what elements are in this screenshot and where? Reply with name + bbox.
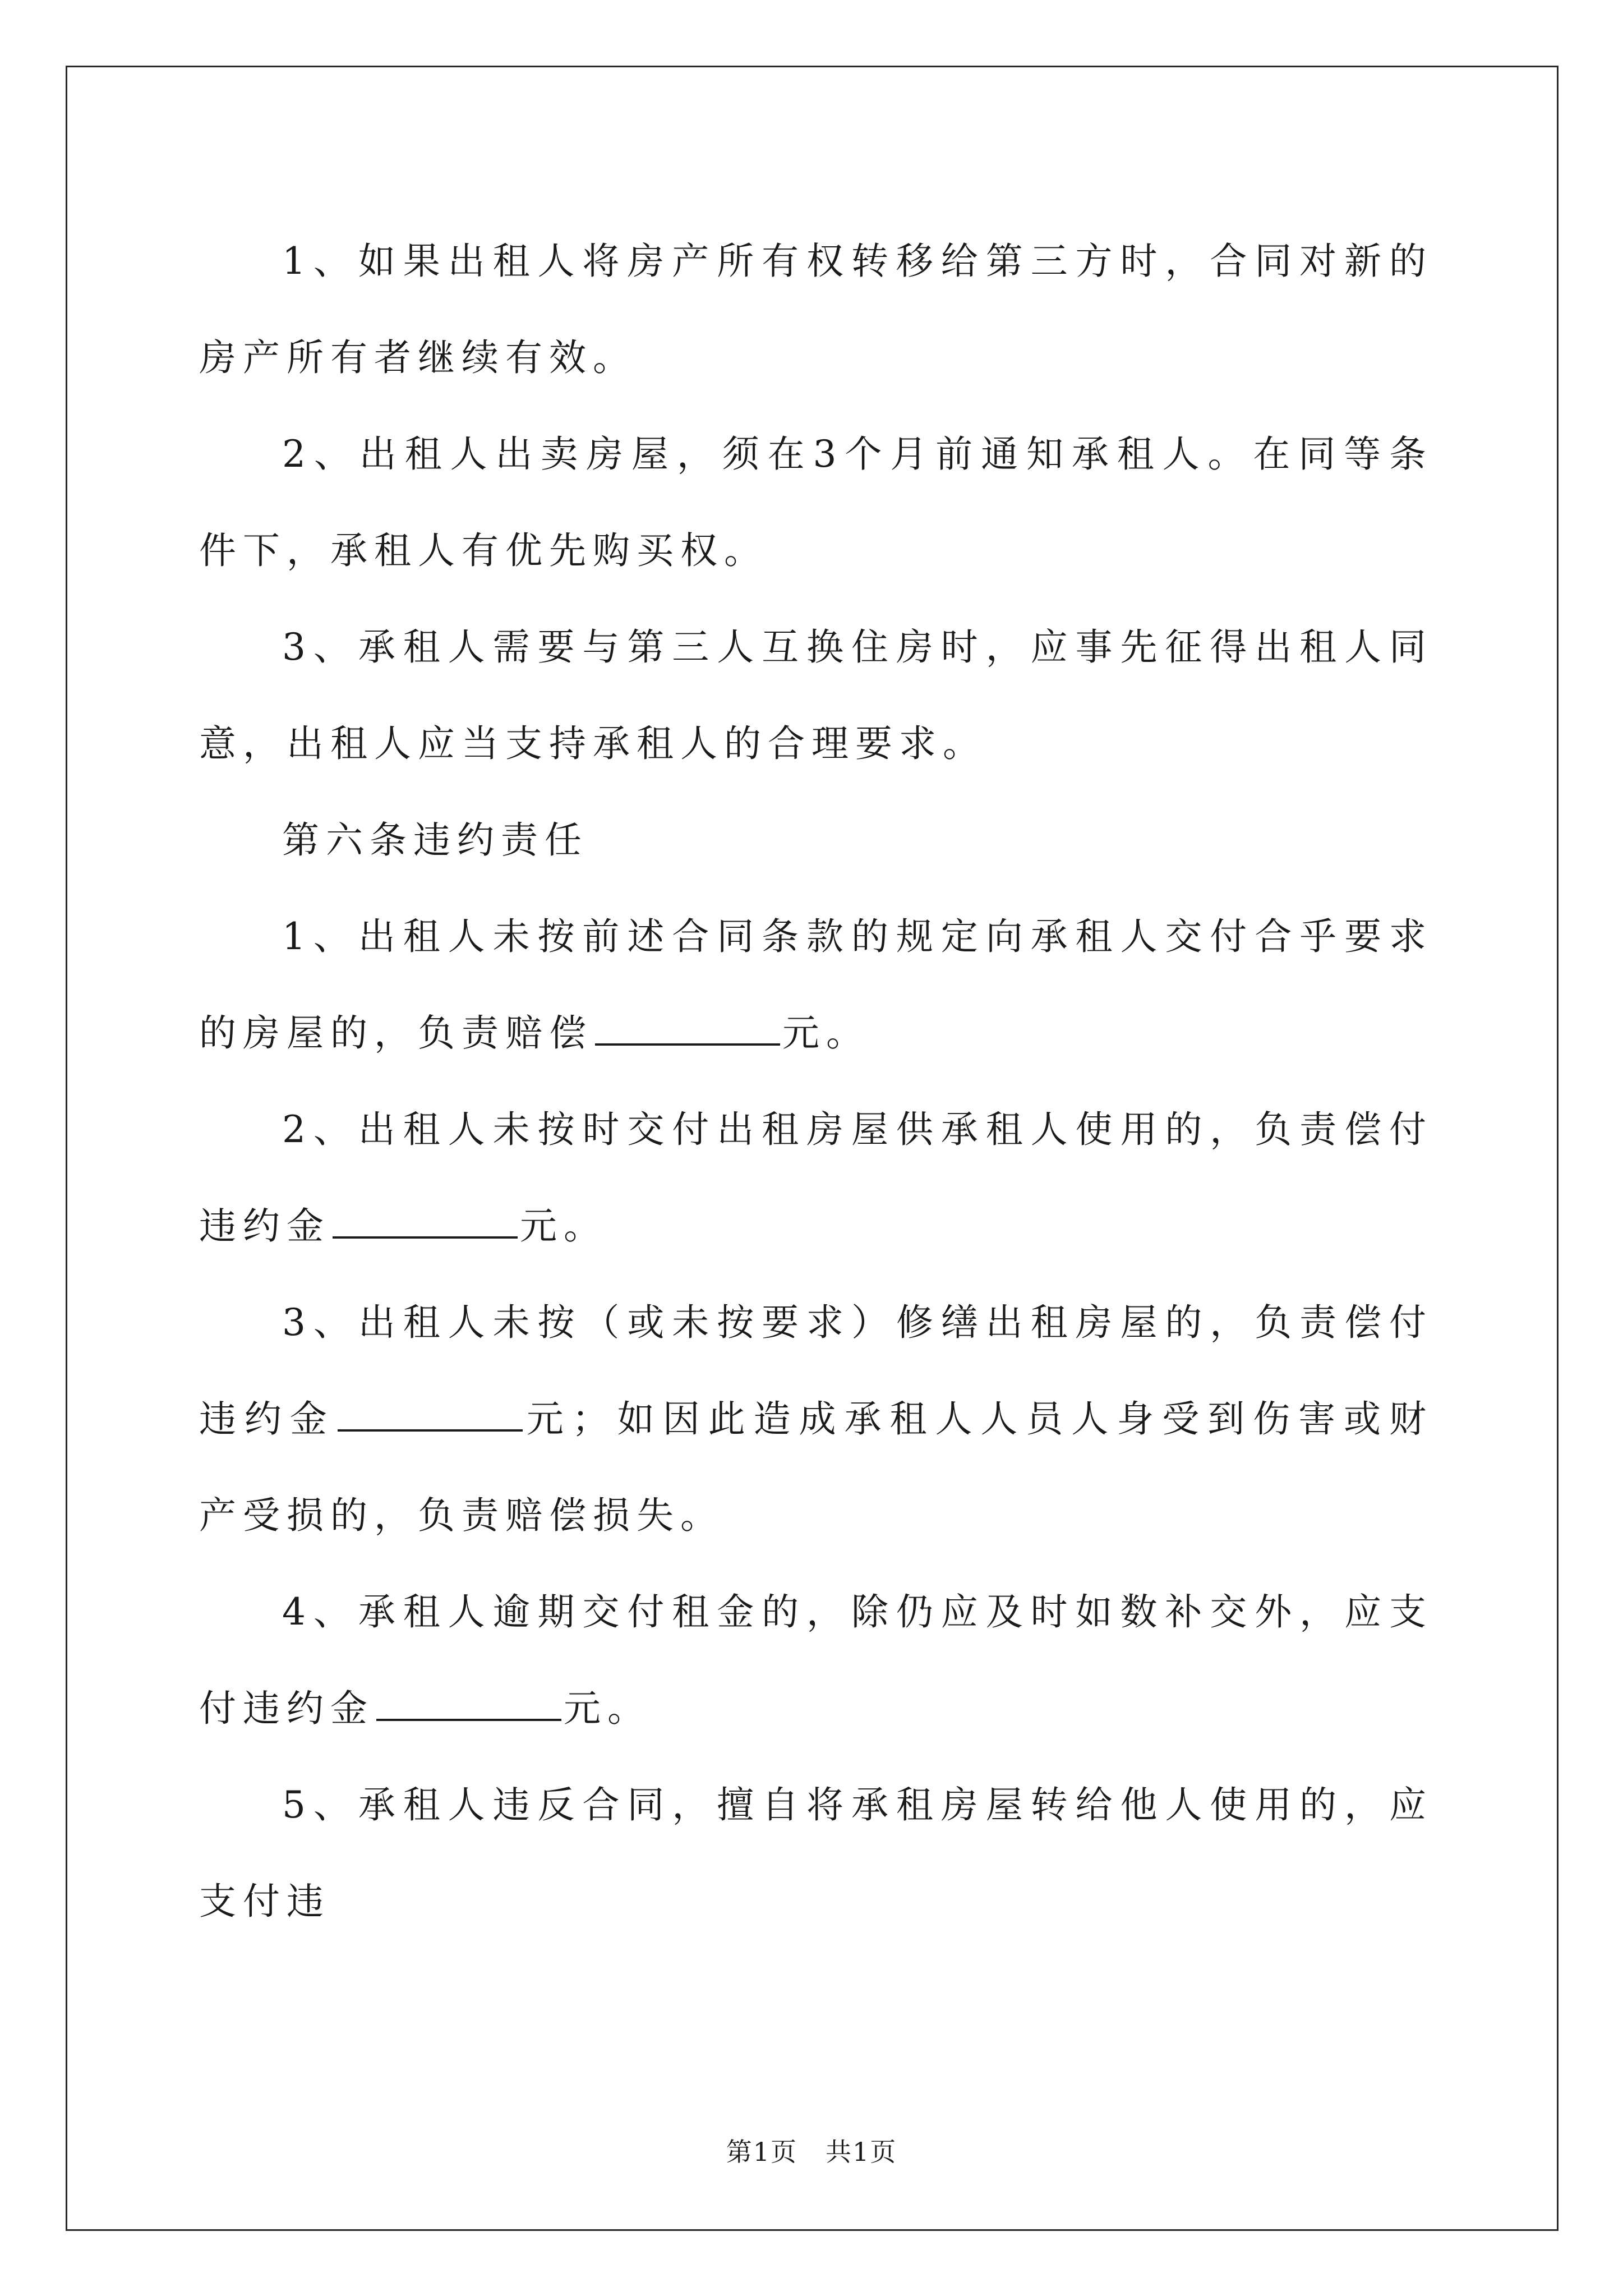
section-heading: 第六条违约责任	[282, 818, 588, 862]
paragraph-7	[199, 1564, 1433, 1757]
paragraph-7-text-after: 元。	[564, 1687, 651, 1730]
paragraph-7-text-before: 4、承租人逾期交付租金的，除仍应及时如数补交外，应支付违约金	[199, 1590, 1433, 1730]
page-number-total: 共1页	[826, 2137, 897, 2167]
paragraph-4-text-before: 1、出租人未按前述合同条款的规定向承租人交付合乎要求的房屋的，负责赔偿	[199, 915, 1433, 1055]
blank-field	[376, 1687, 561, 1721]
paragraph-5	[199, 1082, 1433, 1274]
paragraph-2: 2、出租人出卖房屋，须在3个月前通知承租人。在同等条件下，承租人有优先购买权。	[199, 432, 1433, 572]
paragraph-6	[199, 1274, 1433, 1564]
paragraph-6-text-after: 元；如因此造成承租人人员人身受到伤害或财产受损的，负责赔偿损失。	[199, 1397, 1433, 1537]
page-footer	[0, 2132, 1623, 2169]
blank-field	[333, 1205, 518, 1239]
paragraph-4	[199, 889, 1433, 1082]
blank-field	[338, 1398, 523, 1432]
paragraph-4-text-after: 元。	[782, 1011, 870, 1055]
paragraph-6-text-before: 3、出租人未按（或未按要求）修缮出租房屋的，负责偿付违约金	[199, 1301, 1433, 1441]
page-number-current: 第1页	[726, 2137, 797, 2167]
paragraph-8: 5、承租人违反合同，擅自将承租房屋转给他人使用的，应支付违	[199, 1783, 1433, 1923]
paragraph-5-text-before: 2、出租人未按时交付出租房屋供承租人使用的，负责偿付违约金	[199, 1108, 1433, 1248]
paragraph-5-text-after: 元。	[520, 1204, 607, 1248]
blank-field	[595, 1012, 780, 1046]
paragraph-1: 1、如果出租人将房产所有权转移给第三方时，合同对新的房产所有者继续有效。	[199, 240, 1433, 379]
paragraph-3: 3、承租人需要与第三人互换住房时，应事先征得出租人同意，出租人应当支持承租人的合理要求。	[199, 625, 1433, 765]
document-body	[199, 213, 1433, 1950]
